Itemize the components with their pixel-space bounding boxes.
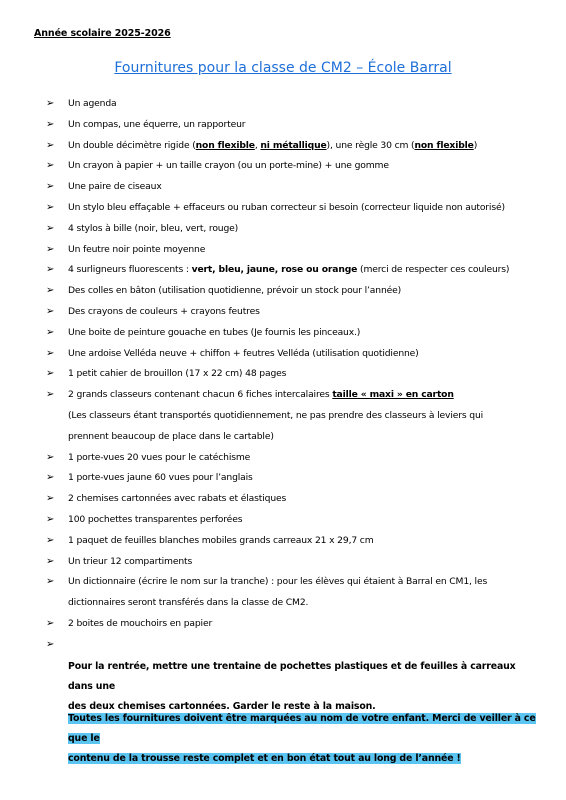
arrow-bullet-icon: ➢ bbox=[46, 118, 55, 130]
arrow-bullet-icon: ➢ bbox=[46, 347, 55, 359]
highlighted-text: Toutes les fournitures doivent être marquées au nom de votre enfant. Merci de veiller à ce que le bbox=[68, 713, 536, 744]
list-item: ➢ 1 porte-vues jaune 60 vues pour l’anglais bbox=[44, 468, 534, 489]
list-item: ➢ Un agenda bbox=[44, 94, 534, 115]
page-title: Fournitures pour la classe de CM2 – École Barral bbox=[114, 60, 452, 76]
arrow-bullet-icon: ➢ bbox=[46, 160, 55, 172]
list-item: ➢ Une paire de ciseaux bbox=[44, 177, 534, 198]
arrow-bullet-icon: ➢ bbox=[46, 326, 55, 338]
arrow-bullet-icon: ➢ bbox=[46, 555, 55, 567]
list-item: ➢ 2 boites de mouchoirs en papier bbox=[44, 614, 534, 635]
list-item: ➢ Un trieur 12 compartiments bbox=[44, 552, 534, 573]
list-item: ➢ Un feutre noir pointe moyenne bbox=[44, 240, 534, 261]
list-item: ➢ Un crayon à papier + un taille crayon (ou un porte-mine) + une gomme bbox=[44, 156, 534, 177]
arrow-bullet-icon: ➢ bbox=[46, 389, 55, 401]
arrow-bullet-icon: ➢ bbox=[46, 98, 55, 109]
supply-list bbox=[44, 94, 534, 656]
list-item: ➢ 2 chemises cartonnées avec rabats et élastiques bbox=[44, 489, 534, 510]
arrow-bullet-icon: ➢ bbox=[46, 534, 55, 546]
list-item: ➢ Un stylo bleu effaçable + effaceurs ou ruban correcteur si besoin (correcteur liquide non autorisé) bbox=[44, 198, 534, 219]
list-item: ➢ 4 surligneurs fluorescents : vert, bleu, jaune, rose ou orange (merci de respecter ces couleurs) bbox=[44, 260, 534, 281]
list-item-empty bbox=[44, 635, 534, 656]
arrow-bullet-icon: ➢ bbox=[46, 201, 55, 213]
list-item: ➢ Des crayons de couleurs + crayons feutres bbox=[44, 302, 534, 323]
arrow-bullet-icon: ➢ bbox=[46, 264, 55, 276]
arrow-bullet-icon: ➢ bbox=[46, 305, 55, 317]
school-year-heading: Année scolaire 2025-2026 bbox=[34, 28, 171, 39]
arrow-bullet-icon: ➢ bbox=[46, 617, 55, 629]
list-item: ➢ 100 pochettes transparentes perforées bbox=[44, 510, 534, 531]
list-item: ➢ Une ardoise Velléda neuve + chiffon + feutres Velléda (utilisation quotidienne) bbox=[44, 344, 534, 365]
arrow-bullet-icon: ➢ bbox=[46, 243, 55, 255]
list-item: ➢ Un compas, une équerre, un rapporteur bbox=[44, 115, 534, 136]
list-item: ➢ Un double décimètre rigide (non flexible, ni métallique), une règle 30 cm (non flexible) bbox=[44, 136, 534, 157]
list-item: ➢ 1 porte-vues 20 vues pour le catéchisme bbox=[44, 448, 534, 469]
list-item: ➢ 4 stylos à bille (noir, bleu, vert, rouge) bbox=[44, 219, 534, 240]
list-item: ➢ 2 grands classeurs contenant chacun 6 fiches intercalaires taille « maxi » en carton (Les classeurs étant transportés quotidiennement, ne pas prendre des classeurs à leviers qui prennent beaucoup de place dans le cartable) bbox=[44, 385, 534, 447]
list-item: ➢ 1 paquet de feuilles blanches mobiles grands carreaux 21 x 29,7 cm bbox=[44, 531, 534, 552]
arrow-bullet-icon: ➢ bbox=[46, 513, 55, 525]
arrow-bullet-icon: ➢ bbox=[46, 285, 55, 297]
highlighted-text: contenu de la trousse reste complet et en bon état tout au long de l’année ! bbox=[68, 753, 461, 764]
arrow-bullet-icon: ➢ bbox=[46, 493, 55, 505]
arrow-bullet-icon: ➢ bbox=[46, 472, 55, 484]
arrow-bullet-icon: ➢ bbox=[46, 139, 55, 151]
arrow-bullet-icon: ➢ bbox=[46, 576, 55, 588]
marking-note bbox=[68, 709, 538, 769]
list-item: ➢ Des colles en bâton (utilisation quotidienne, prévoir un stock pour l’année) bbox=[44, 281, 534, 302]
arrow-bullet-icon: ➢ bbox=[46, 638, 55, 650]
arrow-bullet-icon: ➢ bbox=[46, 368, 55, 380]
list-item: ➢ Une boite de peinture gouache en tubes (Je fournis les pinceaux.) bbox=[44, 323, 534, 344]
list-item: ➢ Un dictionnaire (écrire le nom sur la tranche) : pour les élèves qui étaient à Barral en CM1, les dictionnaires seront transférés dans la classe de CM2. bbox=[44, 572, 534, 614]
arrow-bullet-icon: ➢ bbox=[46, 222, 55, 234]
list-item: ➢ 1 petit cahier de brouillon (17 x 22 cm) 48 pages bbox=[44, 364, 534, 385]
arrow-bullet-icon: ➢ bbox=[46, 451, 55, 463]
arrow-bullet-icon: ➢ bbox=[46, 181, 55, 193]
rentree-note: Pour la rentrée, mettre une trentaine de pochettes plastiques et de feuilles à carreaux dans une des deux chemises cartonnées. Garder le reste à la maison. bbox=[68, 661, 516, 712]
